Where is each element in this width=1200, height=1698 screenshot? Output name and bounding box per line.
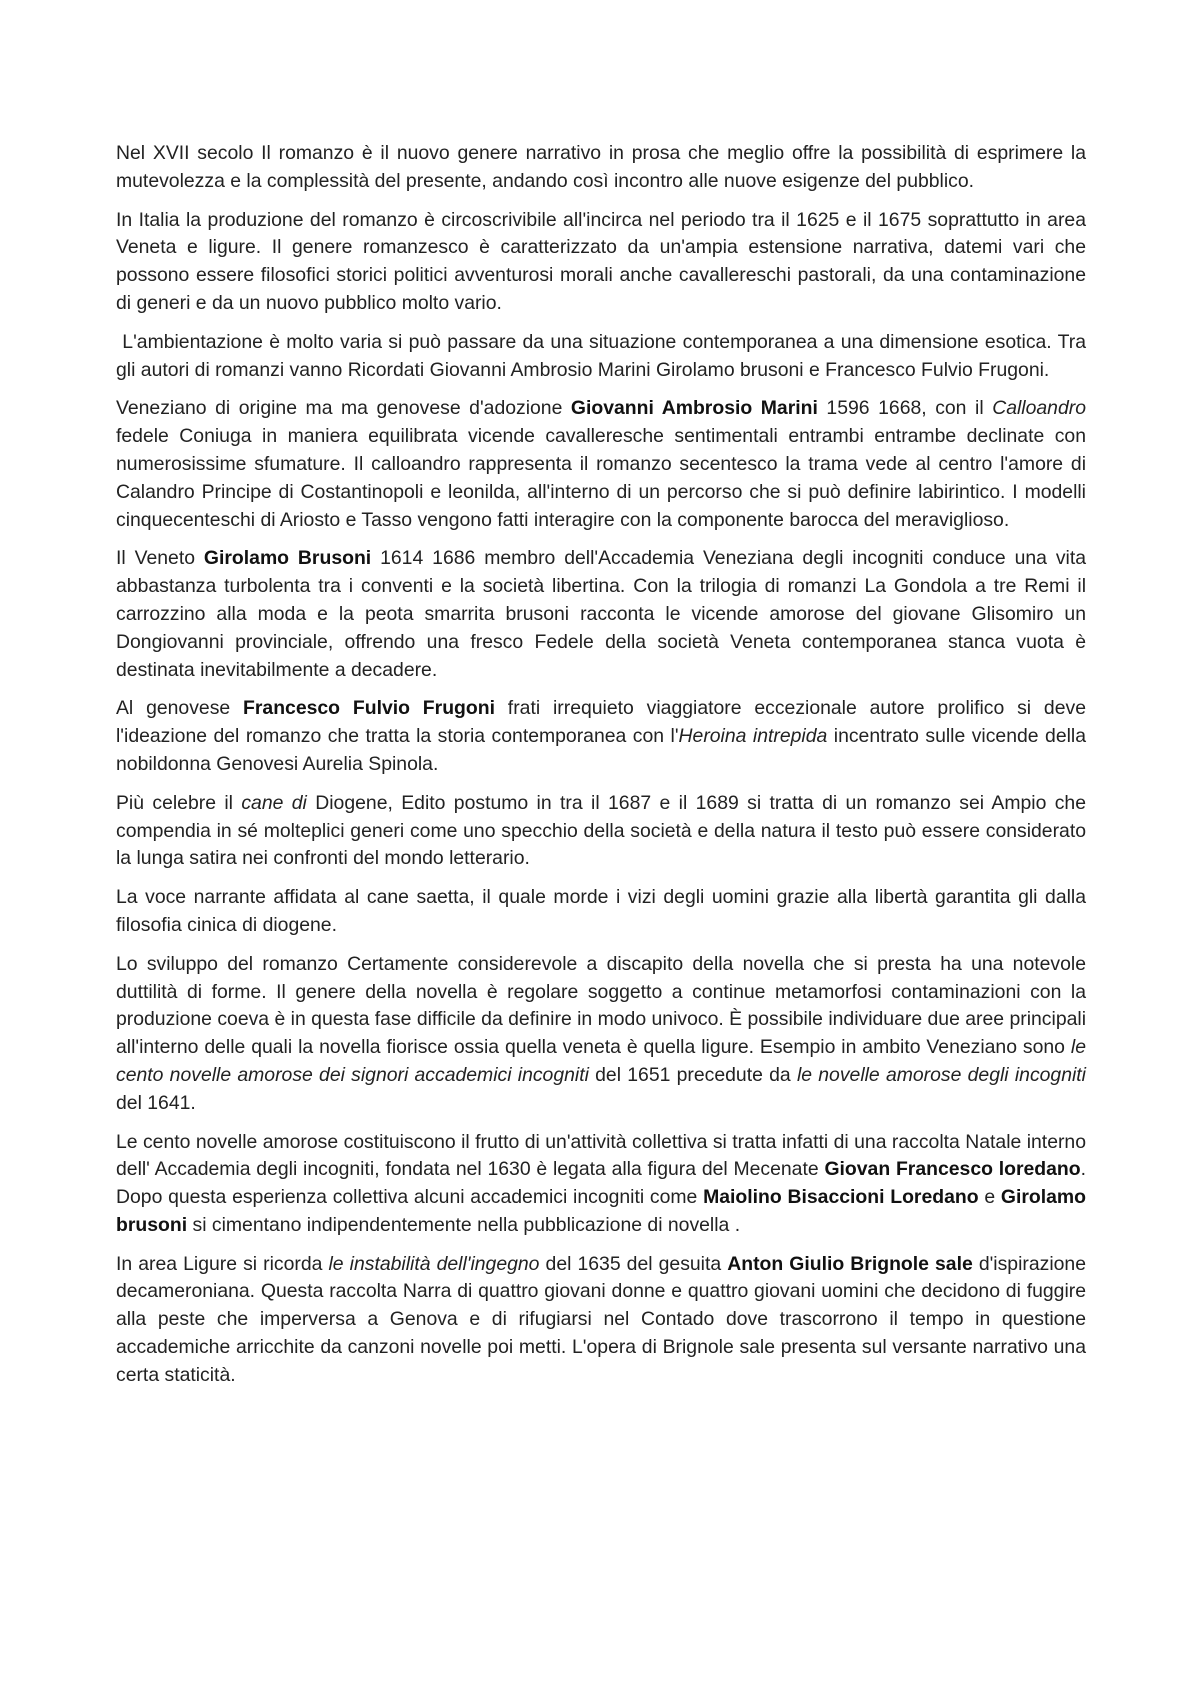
paragraph-5	[116, 545, 1086, 684]
paragraph-6	[116, 695, 1086, 778]
text-run: L'ambientazione è molto varia si può passare da una situazione contemporanea a una dimensione esotica. Tra gli autori di romanzi vanno Ricordati Giovanni Ambrosio Marini Girolamo brusoni e Francesco Fulvio Frugoni.	[116, 330, 1092, 381]
paragraph-8	[116, 884, 1086, 940]
text-run: frati irrequieto viaggiatore eccezionale autore prolifico si deve l'ideazione del romanzo che tratta la storia contemporanea con l'	[116, 697, 1086, 748]
text-run: In Italia la produzione del romanzo è circoscrivibile all'incirca nel periodo tra il 1625 e il 1675 soprattutto in area Veneta e ligure. Il genere romanzesco è caratterizzato da un'ampia estensione narrativa, datemi vari che possono essere filosofici storici politici avventurosi morali anche cavallereschi pastorali, da una contaminazione di generi e da un nuovo pubblico molto vario.	[116, 208, 1086, 314]
italic-work-title: Calloandro	[992, 397, 1086, 420]
text-run: . Dopo questa esperienza collettiva alcuni accademici incogniti come	[116, 1158, 1086, 1209]
text-run: Le cento novelle amorose costituiscono il frutto di un'attività collettiva si tratta infatti di una raccolta Natale interno dell' Accademia degli incogniti, fondata nel 1630 è legata alla figura del Mecenate	[116, 1130, 1086, 1181]
text-run: Più celebre il	[116, 791, 242, 814]
paragraph-7	[116, 790, 1086, 873]
paragraph-4	[116, 395, 1086, 534]
text-run: In area Ligure si ricorda	[116, 1252, 329, 1275]
text-run: Il Veneto	[116, 547, 204, 570]
paragraph-2	[116, 207, 1086, 318]
paragraph-1	[116, 140, 1086, 196]
text-run: del 1635 del gesuita	[539, 1252, 728, 1275]
text-run: del 1641.	[116, 1091, 196, 1114]
text-run: incentrato sulle vicende della nobildonna Genovesi Aurelia Spinola.	[116, 725, 1086, 775]
text-run: Lo sviluppo del romanzo Certamente considerevole a discapito della novella che si presta ha una notevole duttilità di forme. Il genere della novella è regolare soggetto a continue metamorfosi contaminazioni con la produzione coeva è in questa fase difficile da definire in modo univoco. È possibile individuare due aree principali all'interno delle quali la novella fiorisce ossia quella veneta è quella ligure. Esempio in ambito Veneziano sono	[116, 952, 1086, 1059]
text-run: del 1651 precedute da	[588, 1063, 797, 1086]
text-run: 1614 1686 membro dell'Accademia Veneziana degli incogniti conduce una vita abbastanza turbolenta tra i conventi e la società libertina. Con la trilogia di romanzi La Gondola a tre Remi il carrozzino alla moda e la peota smarrita brusoni racconta le vicende amorose del giovane Glisomiro un Dongiovanni provinciale, offrendo una fresco Fedele della società Veneta contemporanea stanca vuota è destinata inevitabilmente a decadere.	[116, 547, 1087, 681]
text-run: La voce narrante affidata al cane saetta, il quale morde i vizi degli uomini grazie alla libertà garantita gli dalla filosofia cinica di diogene.	[116, 886, 1086, 936]
paragraph-10	[116, 1129, 1086, 1240]
text-run: Nel XVII secolo Il romanzo è il nuovo genere narrativo in prosa che meglio offre la possibilità di esprimere la mutevolezza e la complessità del presente, andando così incontro alle nuove esigenze del pubblico.	[116, 142, 1086, 192]
bold-author-name: Giovan Francesco loredano	[824, 1158, 1081, 1181]
text-run: Diogene, Edito postumo in tra il 1687 e il 1689 si tratta di un romanzo sei Ampio che compendia in sé molteplici generi come uno specchio della società e della natura il testo può essere considerato la lunga satira nei confronti del mondo letterario.	[116, 791, 1086, 870]
paragraph-9	[116, 951, 1086, 1118]
bold-author-name: Girolamo Brusoni	[203, 547, 372, 570]
text-run: 1596 1668, con il	[817, 397, 993, 420]
text-run: e	[978, 1186, 1001, 1209]
bold-author-name: Anton Giulio Brignole sale	[727, 1252, 973, 1275]
bold-author-name: Girolamo brusoni	[116, 1186, 1086, 1236]
italic-work-title: Heroina intrepida	[678, 725, 828, 748]
document-page	[116, 140, 1092, 1401]
bold-author-name: Maiolino Bisaccioni Loredano	[703, 1186, 979, 1209]
italic-work-title: le cento novelle amorose dei signori accademici incogniti	[116, 1036, 1086, 1086]
bold-author-name: Francesco Fulvio Frugoni	[243, 697, 495, 720]
italic-work-title: le instabilità dell'ingegno	[328, 1252, 540, 1275]
text-run: d'ispirazione decameroniana. Questa raccolta Narra di quattro giovani donne e quattro giovani uomini che decidono di fuggire alla peste che imperversa a Genova e di rifugiarsi nel Contado dove trascorrono il tempo in questione accademiche arricchite da canzoni novelle poi metti. L'opera di Brignole sale presenta sul versante narrativo una certa staticità.	[116, 1252, 1086, 1386]
italic-work-title: cane di	[241, 791, 307, 814]
italic-work-title: le novelle amorose degli incogniti	[796, 1063, 1086, 1086]
bold-author-name: Giovanni Ambrosio Marini	[570, 397, 818, 420]
text-run: fedele Coniuga in maniera equilibrata vicende cavalleresche sentimentali entrambi entrambe declinate con numerosissime sfumature. Il calloandro rappresenta il romanzo secentesco la trama vede al centro l'amore di Calandro Principe di Costantinopoli e leonilda, all'interno di un percorso che si può definire labirintico. I modelli cinquecenteschi di Ariosto e Tasso vengono fatti interagire con la componente barocca del meraviglioso.	[116, 425, 1086, 531]
paragraph-11	[116, 1251, 1086, 1390]
text-run: si cimentano indipendentemente nella pubblicazione di novella .	[187, 1213, 741, 1236]
paragraph-3	[116, 329, 1092, 385]
text-run: Al genovese	[116, 697, 244, 720]
text-run: Veneziano di origine ma ma genovese d'adozione	[116, 397, 571, 420]
